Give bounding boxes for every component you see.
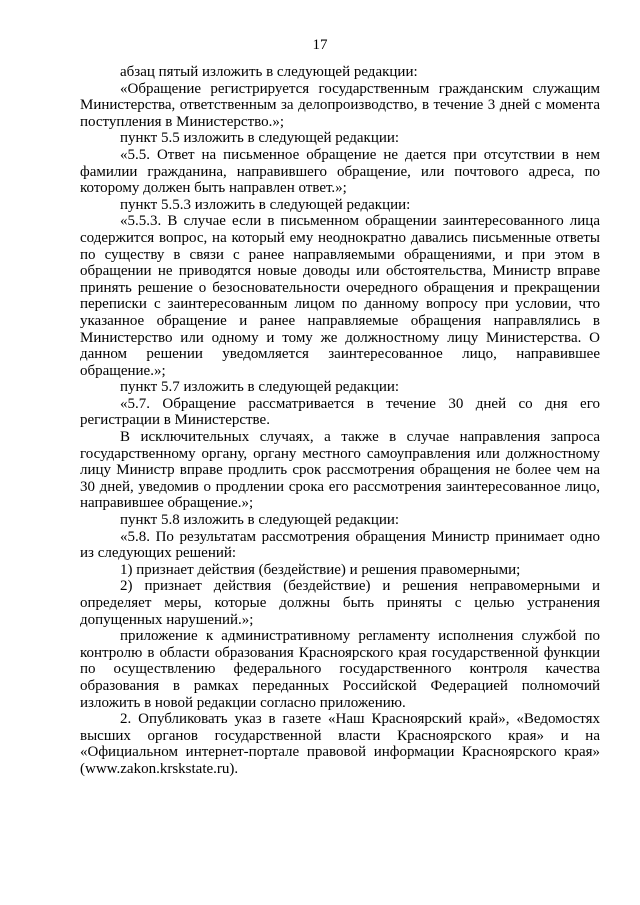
paragraph: «5.5.3. В случае если в письменном обращении заинтересованного лица содержится вопрос, на который ему неоднократно давались письменные ответы по существу в связи с ранее направляемыми обращениями, и при этом в обращении не приводятся новые доводы или обстоятельства, Министр вправе принять решение о безосновательности очередного обращения и прекращении переписки с заинтересованным лицом по данному вопросу при условии, что указанное обращение и ранее направляемые обращения направлялись в Министерство или одному и тому же должностному лицу Министерства. О данном решении уведомляется заинтересованное лицо, направившее обращение.»; (80, 213, 600, 379)
paragraph: 2. Опубликовать указ в газете «Наш Красноярский край», «Ведомостях высших органов государственной власти Красноярского края» и на «Официальном интернет-портале правовой информации Красноярского края» (www.zakon.krskstate.ru). (80, 711, 600, 777)
paragraph: «5.7. Обращение рассматривается в течение 30 дней со дня его регистрации в Министерстве. (80, 395, 600, 429)
paragraph: В исключительных случаях, а также в случае направления запроса государственному органу, органу местного самоуправления или должностному лицу Министр вправе продлить срок рассмотрения обращения не более чем на 30 дней, уведомив о продлении срока его рассмотрения заинтересованное лицо, направившее обращение.»; (80, 429, 600, 512)
paragraph: пункт 5.8 изложить в следующей редакции: (120, 512, 400, 529)
paragraph: приложение к административному регламенту исполнения службой по контролю в области образования Красноярского края государственной функции по осуществлению федерального государственного контроля качества образования в рамках переданных Российской Федерацией полномочий изложить в новой редакции согласно приложению. (80, 628, 600, 711)
page-number: 17 (312, 37, 328, 53)
paragraph: пункт 5.7 изложить в следующей редакции: (120, 379, 400, 396)
paragraph: 2) признает действия (бездействие) и решения неправомерными и определяет меры, которые должны быть приняты с целью устранения допущенных нарушений.»; (80, 578, 600, 628)
paragraph: «5.8. По результатам рассмотрения обращения Министр принимает одно из следующих решений: (80, 528, 600, 562)
document-body (80, 64, 600, 778)
paragraph: «Обращение регистрируется государственным гражданским служащим Министерства, ответственным за делопроизводство, в течение 3 дней с момента поступления в Министерство.»; (80, 80, 600, 130)
paragraph: пункт 5.5.3 изложить в следующей редакции: (120, 196, 411, 213)
paragraph: «5.5. Ответ на письменное обращение не дается при отсутствии в нем фамилии гражданина, направившего обращение, или почтового адреса, по которому должен быть направлен ответ.»; (80, 146, 600, 197)
paragraph: абзац пятый изложить в следующей редакции: (120, 64, 418, 80)
paragraph: пункт 5.5 изложить в следующей редакции: (120, 130, 400, 147)
paragraph: 1) признает действия (бездействие) и решения правомерными; (120, 561, 521, 578)
